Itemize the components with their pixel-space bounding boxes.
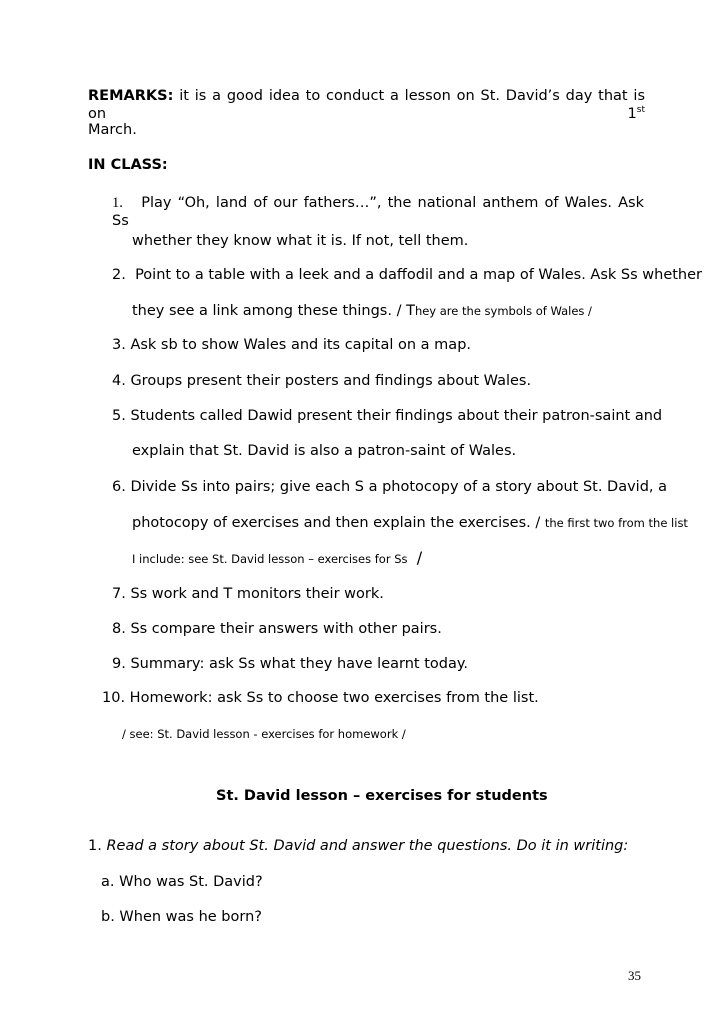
exercises-title: St. David lesson – exercises for students: [216, 788, 548, 804]
question-a: a. Who was St. David?: [101, 874, 263, 890]
list-item-6-line-3: I include: see St. David lesson – exercises for Ss /: [132, 548, 423, 567]
list-item-6-line-2: photocopy of exercises and then explain the exercises. / the first two from the list: [132, 515, 688, 531]
question-b: b. When was he born?: [101, 909, 262, 925]
homework-note: / see: St. David lesson - exercises for homework /: [122, 727, 406, 741]
list-item-6-line-1: 6. Divide Ss into pairs; give each S a photocopy of a story about St. David, a: [112, 479, 668, 495]
list-item-5-line-2: explain that St. David is also a patron-saint of Wales.: [132, 443, 517, 459]
list-item-1-number: 1.: [112, 195, 123, 211]
list-item-3: 3. Ask sb to show Wales and its capital on a map.: [112, 337, 472, 353]
remarks-superscript: st: [636, 105, 645, 116]
first-two-note: the first two from the list: [544, 516, 688, 530]
remarks-label: REMARKS:: [88, 88, 174, 104]
page-number: 35: [628, 968, 641, 983]
list-item-1-line-2: whether they know what it is. If not, tell them.: [132, 233, 469, 249]
list-item-2-line-2: they see a link among these things. / They are the symbols of Wales /: [132, 303, 592, 319]
in-class-heading: IN CLASS:: [88, 157, 168, 173]
list-item-5-line-1: 5. Students called Dawid present their findings about their patron-saint and: [112, 408, 663, 424]
remarks-continuation: March.: [88, 122, 137, 138]
list-item-1-line-1: 1. Play “Oh, land of our fathers…”, the national anthem of Wales. Ask Ss: [112, 195, 644, 229]
list-item-10: 10. Homework: ask Ss to choose two exercises from the list.: [102, 690, 539, 706]
remarks-text: it is a good idea to conduct a lesson on St. David’s day that is on 1: [88, 88, 645, 122]
list-item-4: 4. Groups present their posters and findings about Wales.: [112, 373, 532, 389]
remarks-line: [88, 87, 645, 123]
list-item-8: 8. Ss compare their answers with other pairs.: [112, 621, 442, 637]
list-item-9: 9. Summary: ask Ss what they have learnt today.: [112, 656, 468, 672]
symbols-note: hey are the symbols of Wales /: [414, 304, 592, 318]
list-item-7: 7. Ss work and T monitors their work.: [112, 586, 384, 602]
exercise-1-instruction: 1. Read a story about St. David and answer the questions. Do it in writing:: [88, 838, 629, 854]
list-item-2-line-1: 2. Point to a table with a leek and a daffodil and a map of Wales. Ask Ss whether: [112, 267, 702, 283]
